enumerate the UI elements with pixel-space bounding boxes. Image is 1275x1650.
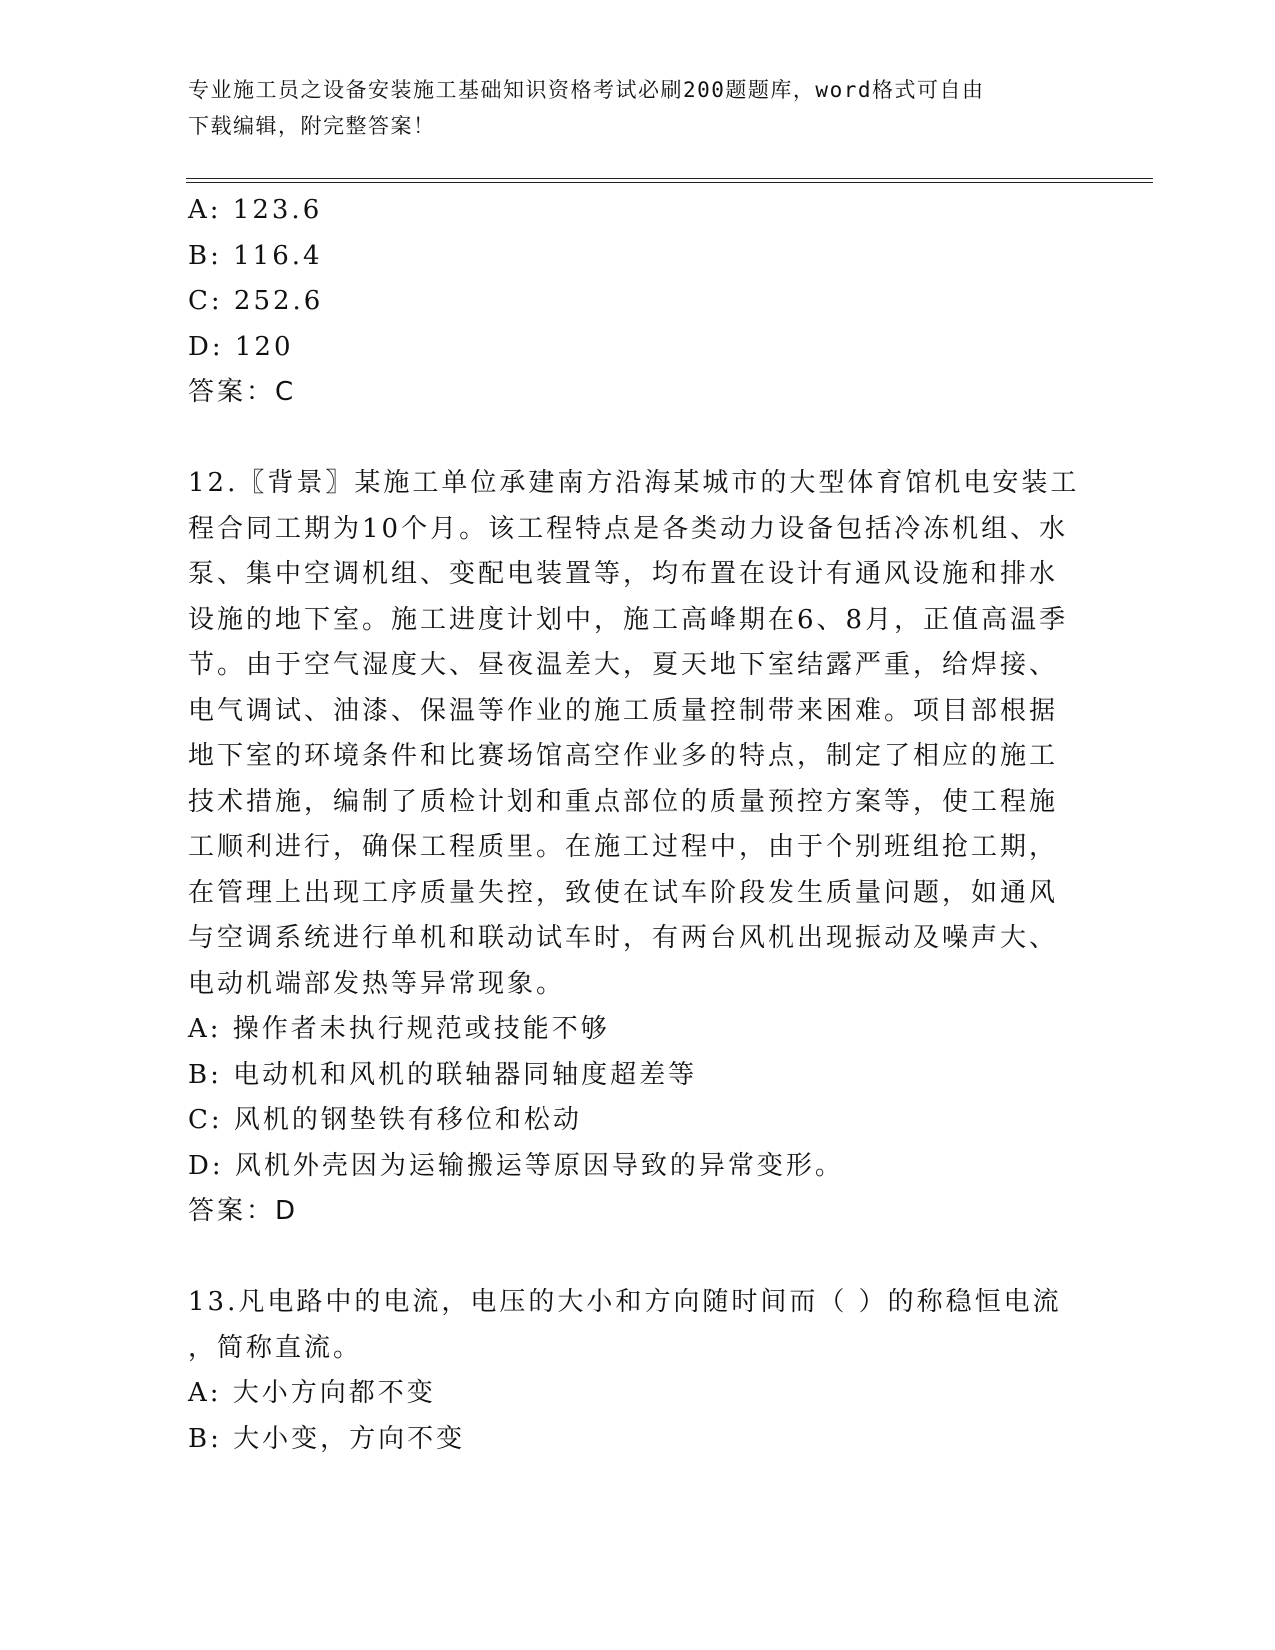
question-12-line: 节。由于空气湿度大、昼夜温差大，夏天地下室结露严重，给焊接、 (188, 650, 1059, 680)
spacer (188, 1235, 1088, 1281)
question-12-line: 在管理上出现工序质量失控，致使在试车阶段发生质量问题，如通风 (188, 877, 1059, 908)
question-13-line: ，简称直流。 (188, 1332, 363, 1363)
question-12-block (188, 461, 1088, 1235)
question-12-line: 12.〖背景〗某施工单位承建南方沿海某城市的大型体育馆机电安装工 (188, 468, 1080, 498)
question-13-block (188, 1280, 1088, 1462)
question-12-line: 电动机端部发热等异常现象。 (188, 968, 566, 999)
question-12-line: 电气调试、油漆、保温等作业的施工质量控制带来困难。项目部根据 (188, 695, 1059, 726)
header-line-1: 专业施工员之设备安装施工基础知识资格考试必刷200题题库，word格式可自由 (188, 78, 985, 102)
question-12-line: 泵、集中空调机组、变配电装置等，均布置在设计有通风设施和排水 (188, 559, 1059, 589)
option-b: B: 116.4 (188, 240, 323, 271)
header-line-2: 下载编辑，附完整答案！ (188, 114, 436, 138)
option-a: A: 123.6 (188, 195, 323, 225)
answer: 答案：D (188, 1196, 299, 1226)
question-12-line: 技术措施，编制了质检计划和重点部位的质量预控方案等，使工程施 (188, 786, 1059, 817)
header-divider-bottom (186, 182, 1153, 183)
question-13-line: 13.凡电路中的电流，电压的大小和方向随时间而（ ）的称稳恒电流 (188, 1287, 1062, 1317)
option-b: B: 电动机和风机的联轴器同轴度超差等 (188, 1059, 698, 1090)
answer: 答案：C (188, 377, 297, 407)
question-12-line: 设施的地下室。施工进度计划中，施工高峰期在6、8月，正值高温季 (188, 604, 1069, 635)
spacer (188, 416, 1088, 462)
question-12-line: 工顺利进行，确保工程质里。在施工过程中，由于个别班组抢工期， (188, 832, 1059, 862)
previous-question-block (188, 188, 1088, 416)
document-header (188, 72, 1068, 144)
question-12-line: 地下室的环境条件和比赛场馆高空作业多的特点，制定了相应的施工 (188, 741, 1059, 771)
document-body (188, 188, 1088, 1462)
option-b: B: 大小变，方向不变 (188, 1423, 466, 1454)
option-d: D: 风机外壳因为运输搬运等原因导致的异常变形。 (188, 1150, 844, 1181)
option-c: C: 风机的钢垫铁有移位和松动 (188, 1105, 582, 1135)
question-12-line: 程合同工期为10个月。该工程特点是各类动力设备包括冷冻机组、水 (188, 513, 1069, 544)
header-divider-top (186, 178, 1153, 179)
question-12-line: 与空调系统进行单机和联动试车时，有两台风机出现振动及噪声大、 (188, 923, 1059, 953)
option-c: C: 252.6 (188, 286, 324, 316)
option-a: A: 操作者未执行规范或技能不够 (188, 1014, 610, 1044)
option-a: A: 大小方向都不变 (188, 1378, 436, 1408)
option-d: D: 120 (188, 331, 294, 362)
